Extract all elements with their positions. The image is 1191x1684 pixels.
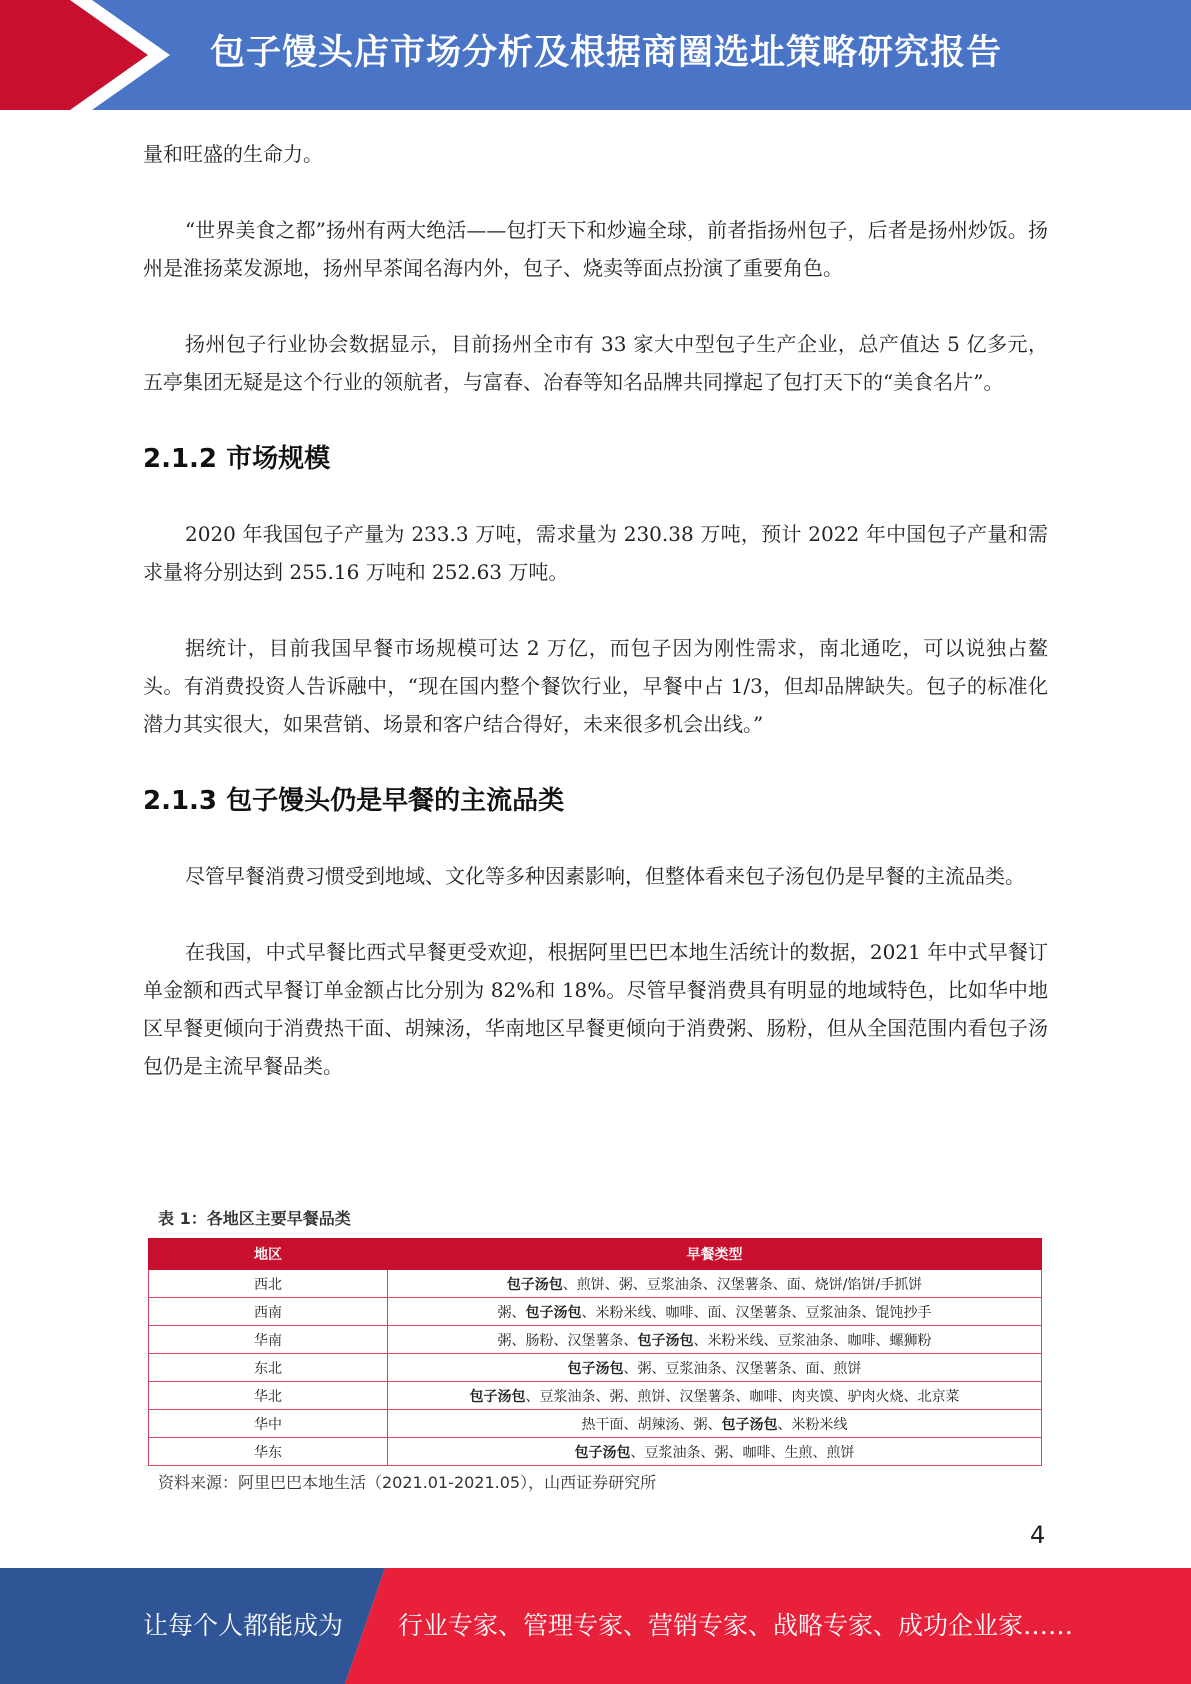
paragraph: 扬州包子行业协会数据显示，目前扬州全市有 33 家大中型包子生产企业，总产值达 5 亿多元，五亭集团无疑是这个行业的领航者，与富春、冶春等知名品牌共同撑起了包打天下的“美食名片”。 [143, 332, 1048, 394]
report-title: 包子馒头店市场分析及根据商圈选址策略研究报告 [210, 33, 1003, 73]
table-row [149, 1438, 1042, 1466]
type-cell [388, 1270, 1042, 1298]
type-highlight: 包子汤包 [721, 1416, 778, 1433]
type-text: 、米粉米线 [777, 1416, 848, 1433]
type-text: 粥、肠粉、汉堡薯条、 [497, 1332, 638, 1349]
type-text: 热干面、胡辣汤、粥、 [581, 1416, 722, 1433]
column-header-region: 地区 [149, 1239, 388, 1270]
region-cell: 华中 [149, 1410, 388, 1438]
type-highlight: 包子汤包 [506, 1276, 563, 1293]
footer-slogan-right: 行业专家、管理专家、营销专家、战略专家、成功企业家…… [398, 1611, 1074, 1640]
table-row [149, 1326, 1042, 1354]
type-text: 、豆浆油条、粥、咖啡、生煎、煎饼 [630, 1444, 855, 1461]
table-row [149, 1382, 1042, 1410]
type-highlight: 包子汤包 [469, 1388, 526, 1405]
footer-slogan-left: 让每个人都能成为 [143, 1611, 344, 1640]
table-row [149, 1298, 1042, 1326]
table-row [149, 1410, 1042, 1438]
paragraph: 2020 年我国包子产量为 233.3 万吨，需求量为 230.38 万吨，预计 2022 年中国包子产量和需求量将分别达到 255.16 万吨和 252.63 万吨。 [143, 522, 1048, 584]
type-cell [388, 1382, 1042, 1410]
region-cell: 华东 [149, 1438, 388, 1466]
table-row [149, 1354, 1042, 1382]
page-header [0, 0, 1191, 110]
type-text: 、米粉米线、豆浆油条、咖啡、螺狮粉 [693, 1332, 932, 1349]
type-cell [388, 1354, 1042, 1382]
type-cell [388, 1326, 1042, 1354]
type-highlight: 包子汤包 [574, 1444, 631, 1461]
type-highlight: 包子汤包 [637, 1332, 694, 1349]
paragraph: 据统计，目前我国早餐市场规模可达 2 万亿，而包子因为刚性需求，南北通吃，可以说独占鳌头。有消费投资人告诉融中，“现在国内整个餐饮行业，早餐中占 1/3，但却品牌缺失。包子的标准化潜力其实很大，如果营销、场景和客户结合得好，未来很多机会出线。” [143, 636, 1048, 736]
page-footer [0, 1568, 1191, 1684]
region-cell: 华北 [149, 1382, 388, 1410]
main-content [143, 135, 1048, 1123]
table-source: 资料来源：阿里巴巴本地生活（2021.01-2021.05），山西证券研究所 [158, 1473, 657, 1492]
region-cell: 东北 [149, 1354, 388, 1382]
type-text: 、粥、豆浆油条、汉堡薯条、面、煎饼 [623, 1360, 862, 1377]
region-cell: 西北 [149, 1270, 388, 1298]
section-heading: 2.1.3 包子馒头仍是早餐的主流品类 [143, 786, 565, 816]
type-text: 、米粉米线、咖啡、面、汉堡薯条、豆浆油条、馄饨抄手 [581, 1304, 932, 1321]
paragraph: 在我国，中式早餐比西式早餐更受欢迎，根据阿里巴巴本地生活统计的数据，2021 年中式早餐订单金额和西式早餐订单金额占比分别为 82%和 18%。尽管早餐消费具有明显的地域特色，比如华中地区早餐更倾向于消费热干面、胡辣汤，华南地区早餐更倾向于消费粥、肠粉，但从全国范围内看包子汤包仍是主流早餐品类。 [143, 940, 1048, 1078]
type-highlight: 包子汤包 [567, 1360, 624, 1377]
type-text: 粥、 [497, 1304, 526, 1321]
breakfast-table-block [148, 1208, 1042, 1494]
table-caption: 表 1：各地区主要早餐品类 [158, 1209, 351, 1228]
table-row [149, 1270, 1042, 1298]
type-cell [388, 1438, 1042, 1466]
column-header-type: 早餐类型 [388, 1239, 1042, 1270]
paragraph: “世界美食之都”扬州有两大绝活——包打天下和炒遍全球，前者指扬州包子，后者是扬州炒饭。扬州是淮扬菜发源地，扬州早茶闻名海内外，包子、烧卖等面点扮演了重要角色。 [143, 218, 1048, 280]
section-heading: 2.1.2 市场规模 [143, 444, 331, 474]
type-cell [388, 1410, 1042, 1438]
table-header-row [149, 1239, 1042, 1270]
region-cell: 华南 [149, 1326, 388, 1354]
type-cell [388, 1298, 1042, 1326]
breakfast-table [148, 1238, 1042, 1466]
type-text: 、煎饼、粥、豆浆油条、汉堡薯条、面、烧饼/馅饼/手抓饼 [562, 1276, 923, 1293]
type-highlight: 包子汤包 [525, 1304, 582, 1321]
region-cell: 西南 [149, 1298, 388, 1326]
paragraph: 量和旺盛的生命力。 [143, 142, 323, 166]
page-number: 4 [1030, 1521, 1046, 1549]
paragraph: 尽管早餐消费习惯受到地域、文化等多种因素影响，但整体看来包子汤包仍是早餐的主流品类。 [185, 864, 1025, 888]
type-text: 、豆浆油条、粥、煎饼、汉堡薯条、咖啡、肉夹馍、驴肉火烧、北京菜 [525, 1388, 960, 1405]
